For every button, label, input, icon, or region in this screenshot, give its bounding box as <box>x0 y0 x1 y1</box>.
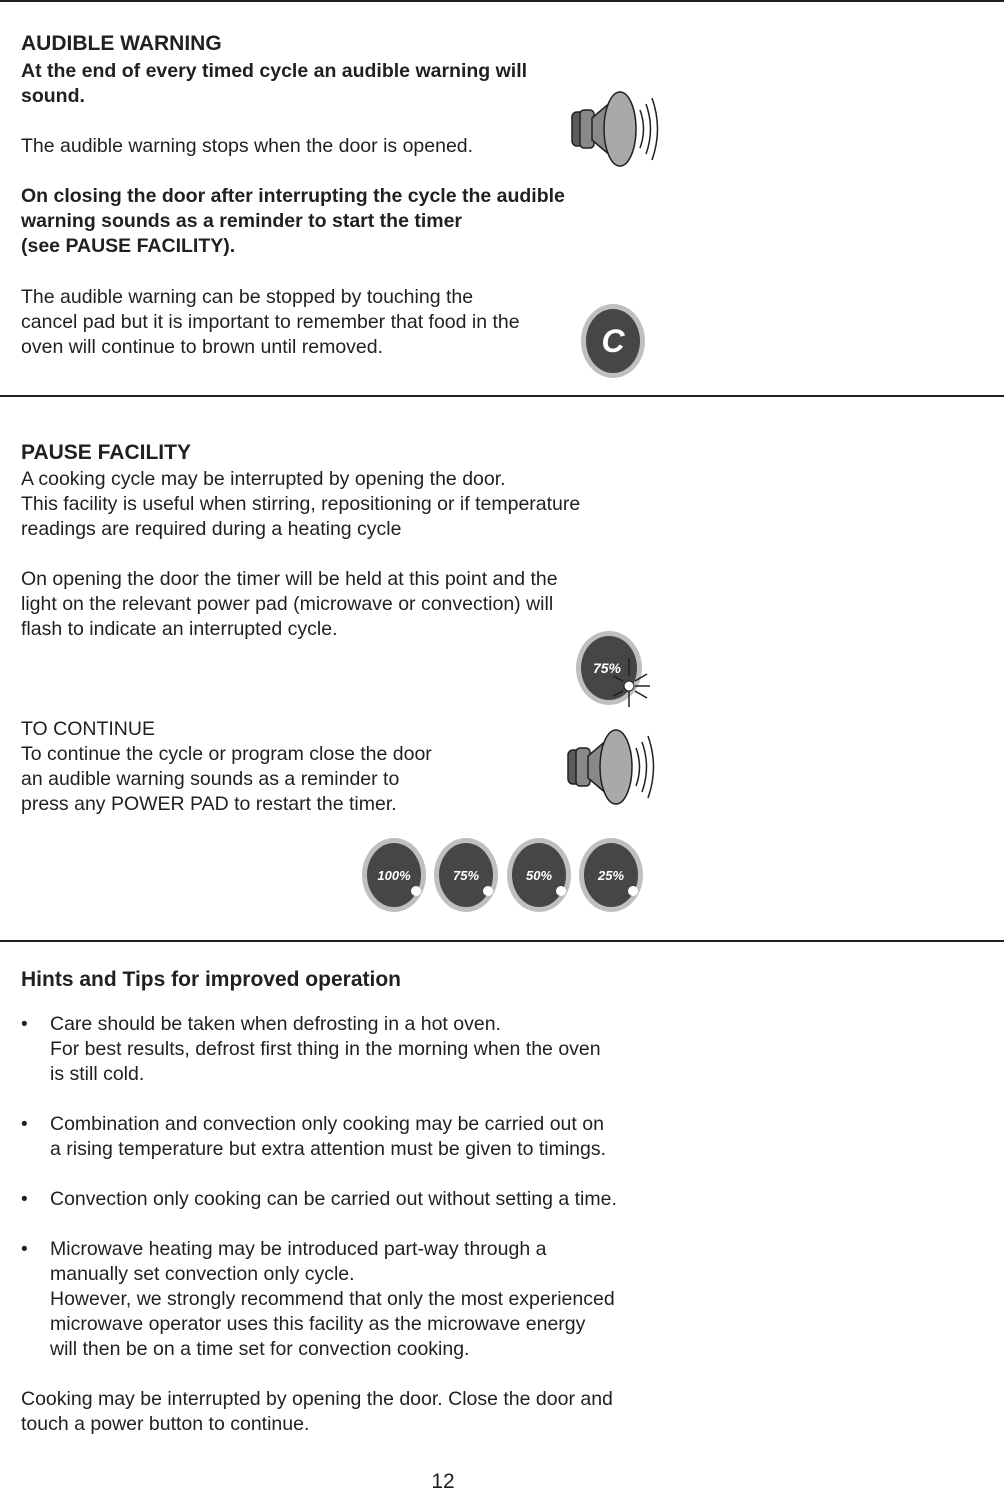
pause-para-2-line-2: light on the relevant power pad (microwave or convection) will <box>21 593 554 615</box>
hint-1-line-3: is still cold. <box>50 1063 145 1085</box>
audible-para-3-line-1: On closing the door after interrupting the cycle the audible <box>21 185 565 207</box>
audible-para-3-line-2: warning sounds as a reminder to start the timer <box>21 210 463 232</box>
speaker-icon <box>568 88 672 172</box>
pause-para-2-line-1: On opening the door the timer will be held at this point and the <box>21 568 558 590</box>
speaker-icon <box>564 726 668 810</box>
hint-4-line-1: Microwave heating may be introduced part-way through a <box>50 1238 547 1260</box>
power-pad-50-label: 50% <box>525 868 553 883</box>
hint-3-line-1: Convection only cooking can be carried out without setting a time. <box>50 1188 617 1210</box>
power-pad-50 <box>507 838 571 912</box>
top-rule <box>0 0 1004 2</box>
audible-para-2: The audible warning stops when the door is opened. <box>21 135 474 157</box>
power-pad-100 <box>362 838 426 912</box>
pause-para-1-line-3: readings are required during a heating cycle <box>21 518 402 540</box>
power-pad-25-light <box>628 886 638 896</box>
power-pad-75-light <box>483 886 493 896</box>
flashing-pad-label: 75% <box>592 660 622 676</box>
power-pad-75 <box>434 838 498 912</box>
audible-para-4-line-3: oven will continue to brown until removed. <box>21 336 384 358</box>
continue-line-1: To continue the cycle or program close the door <box>21 743 432 765</box>
hint-1-line-1: Care should be taken when defrosting in a hot oven. <box>50 1013 501 1035</box>
section-divider-2 <box>0 940 1004 942</box>
cancel-pad <box>578 302 648 380</box>
hint-4-line-4: microwave operator uses this facility as the microwave energy <box>50 1313 586 1335</box>
page-number: 12 <box>431 1470 455 1493</box>
bullet-1: • <box>21 1014 28 1035</box>
pause-para-1-line-1: A cooking cycle may be interrupted by opening the door. <box>21 468 506 490</box>
audible-para-4-line-1: The audible warning can be stopped by touching the <box>21 286 474 308</box>
flashing-power-pad <box>573 630 657 710</box>
section-divider-1 <box>0 395 1004 397</box>
hint-1-line-2: For best results, defrost first thing in the morning when the oven <box>50 1038 601 1060</box>
to-continue-heading: TO CONTINUE <box>21 718 155 740</box>
hint-4-line-3: However, we strongly recommend that only the most experienced <box>50 1288 615 1310</box>
hint-2-line-2: a rising temperature but extra attention must be given to timings. <box>50 1138 607 1160</box>
continue-line-2: an audible warning sounds as a reminder to <box>21 768 400 790</box>
power-pad-75-label: 75% <box>452 868 480 883</box>
audible-warning-heading: AUDIBLE WARNING <box>21 32 222 55</box>
bullet-3: • <box>21 1189 28 1210</box>
hint-4-line-2: manually set convection only cycle. <box>50 1263 355 1285</box>
power-pad-25 <box>579 838 643 912</box>
cancel-pad-letter: C <box>601 323 625 359</box>
bullet-2: • <box>21 1114 28 1135</box>
closing-line-2: touch a power button to continue. <box>21 1413 310 1435</box>
audible-para-3-line-3: (see PAUSE FACILITY). <box>21 235 236 257</box>
power-pad-25-label: 25% <box>597 868 625 883</box>
hint-4-line-5: will then be on a time set for convection cooking. <box>50 1338 470 1360</box>
pause-para-2-line-3: flash to indicate an interrupted cycle. <box>21 618 338 640</box>
continue-line-3: press any POWER PAD to restart the timer. <box>21 793 397 815</box>
hints-heading: Hints and Tips for improved operation <box>21 968 401 991</box>
hint-2-line-1: Combination and convection only cooking may be carried out on <box>50 1113 604 1135</box>
pause-para-1-line-2: This facility is useful when stirring, repositioning or if temperature <box>21 493 581 515</box>
power-pad-100-light <box>411 886 421 896</box>
power-pad-50-light <box>556 886 566 896</box>
closing-line-1: Cooking may be interrupted by opening the door. Close the door and <box>21 1388 613 1410</box>
audible-para-1-line-2: sound. <box>21 85 85 107</box>
audible-para-4-line-2: cancel pad but it is important to remember that food in the <box>21 311 520 333</box>
pause-facility-heading: PAUSE FACILITY <box>21 441 191 464</box>
audible-para-1-line-1: At the end of every timed cycle an audible warning will <box>21 60 528 82</box>
bullet-4: • <box>21 1239 28 1260</box>
power-pad-100-label: 100% <box>377 868 411 883</box>
